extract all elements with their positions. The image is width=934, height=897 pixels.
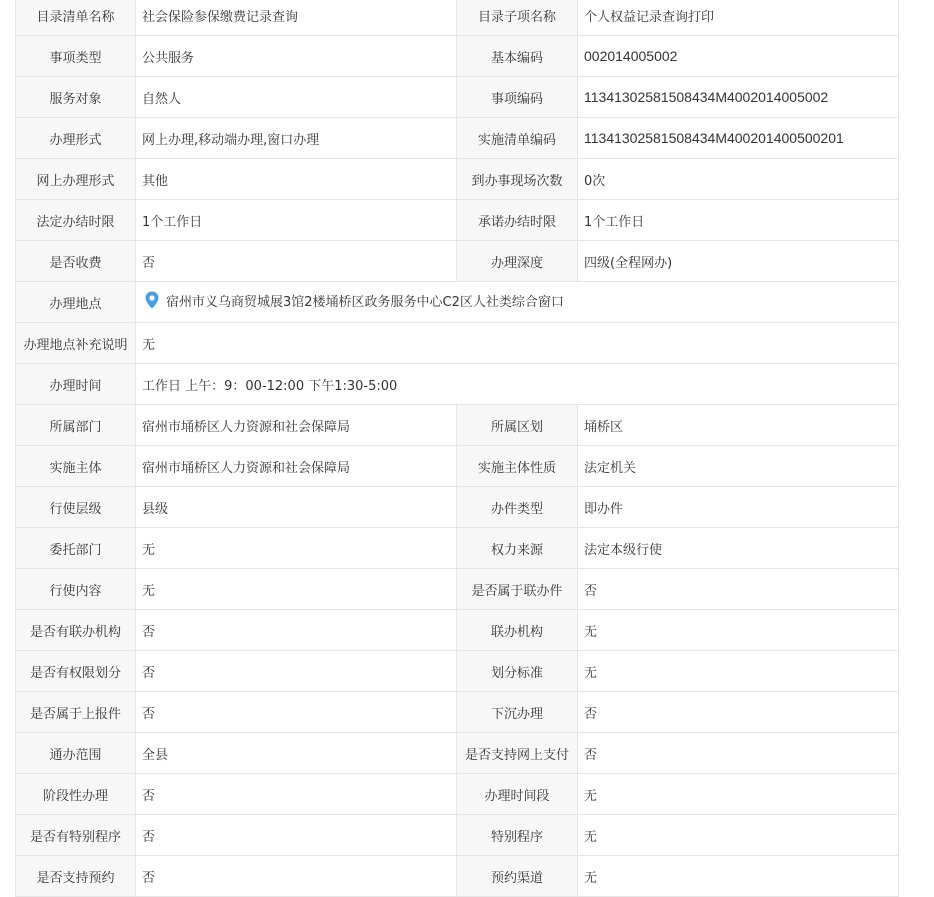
field-label: 事项类型 <box>16 36 136 77</box>
table-row <box>16 77 899 118</box>
field-value: 四级(全程网办) <box>578 241 899 282</box>
field-label: 是否收费 <box>16 241 136 282</box>
table-row <box>16 528 899 569</box>
address-value-cell <box>136 282 899 323</box>
field-value: 否 <box>136 610 457 651</box>
field-label: 是否有特别程序 <box>16 815 136 856</box>
field-value: 自然人 <box>136 77 457 118</box>
field-label: 办理时间 <box>16 364 136 405</box>
field-label: 特别程序 <box>457 815 578 856</box>
field-value: 公共服务 <box>136 36 457 77</box>
table-row <box>16 241 899 282</box>
field-value: 县级 <box>136 487 457 528</box>
field-label: 实施主体性质 <box>457 446 578 487</box>
field-value: 无 <box>578 651 899 692</box>
field-value: 无 <box>578 610 899 651</box>
field-label: 承诺办结时限 <box>457 200 578 241</box>
field-label: 所属区划 <box>457 405 578 446</box>
field-label: 实施清单编码 <box>457 118 578 159</box>
field-value: 否 <box>578 569 899 610</box>
field-label: 基本编码 <box>457 36 578 77</box>
field-label: 是否有权限划分 <box>16 651 136 692</box>
table-row <box>16 405 899 446</box>
table-row <box>16 651 899 692</box>
table-row <box>16 118 899 159</box>
field-value: 无 <box>136 528 457 569</box>
field-label: 划分标准 <box>457 651 578 692</box>
field-label: 到办事现场次数 <box>457 159 578 200</box>
table-row-address <box>16 282 899 323</box>
table-row <box>16 774 899 815</box>
field-value: 002014005002 <box>578 36 899 77</box>
table-row <box>16 487 899 528</box>
field-value: 宿州市埇桥区人力资源和社会保障局 <box>136 446 457 487</box>
field-label: 办理地点 <box>16 282 136 323</box>
field-value: 0次 <box>578 159 899 200</box>
field-label: 是否属于上报件 <box>16 692 136 733</box>
field-label: 下沉办理 <box>457 692 578 733</box>
field-value: 法定本级行使 <box>578 528 899 569</box>
field-label: 委托部门 <box>16 528 136 569</box>
field-label: 权力来源 <box>457 528 578 569</box>
field-label: 是否有联办机构 <box>16 610 136 651</box>
table-row <box>16 364 899 405</box>
field-value: 11341302581508434M400201400500201 <box>578 118 899 159</box>
field-value: 1个工作日 <box>578 200 899 241</box>
field-label: 法定办结时限 <box>16 200 136 241</box>
field-value: 即办件 <box>578 487 899 528</box>
field-value: 否 <box>578 692 899 733</box>
table-row <box>16 692 899 733</box>
field-value: 11341302581508434M4002014005002 <box>578 77 899 118</box>
field-label: 是否支持预约 <box>16 856 136 897</box>
field-value: 法定机关 <box>578 446 899 487</box>
table-row <box>16 569 899 610</box>
field-value: 宿州市埇桥区人力资源和社会保障局 <box>136 405 457 446</box>
field-value: 否 <box>136 241 457 282</box>
field-value: 无 <box>578 815 899 856</box>
field-value: 否 <box>136 774 457 815</box>
address-link[interactable] <box>142 291 564 310</box>
field-label: 办理深度 <box>457 241 578 282</box>
table-row <box>16 446 899 487</box>
field-value: 否 <box>136 651 457 692</box>
field-value: 无 <box>136 569 457 610</box>
field-value: 否 <box>136 692 457 733</box>
field-label: 行使内容 <box>16 569 136 610</box>
field-value: 个人权益记录查询打印 <box>578 0 899 36</box>
field-label: 行使层级 <box>16 487 136 528</box>
field-label: 是否支持网上支付 <box>457 733 578 774</box>
field-label: 联办机构 <box>457 610 578 651</box>
field-label: 目录清单名称 <box>16 0 136 36</box>
table-row <box>16 159 899 200</box>
table-row <box>16 200 899 241</box>
field-label: 阶段性办理 <box>16 774 136 815</box>
table-row <box>16 610 899 651</box>
field-label: 所属部门 <box>16 405 136 446</box>
field-label: 办理时间段 <box>457 774 578 815</box>
field-value: 无 <box>136 323 899 364</box>
field-value: 无 <box>578 856 899 897</box>
table-row <box>16 815 899 856</box>
field-value: 否 <box>136 815 457 856</box>
field-label: 实施主体 <box>16 446 136 487</box>
field-value: 埇桥区 <box>578 405 899 446</box>
field-value: 社会保险参保缴费记录查询 <box>136 0 457 36</box>
table-row <box>16 733 899 774</box>
field-label: 事项编码 <box>457 77 578 118</box>
table-row <box>16 0 899 36</box>
field-label: 办理地点补充说明 <box>16 323 136 364</box>
location-pin-icon <box>144 291 160 309</box>
field-label: 目录子项名称 <box>457 0 578 36</box>
field-label: 办件类型 <box>457 487 578 528</box>
field-label: 服务对象 <box>16 77 136 118</box>
service-item-info-table <box>15 0 898 897</box>
field-value: 网上办理,移动端办理,窗口办理 <box>136 118 457 159</box>
field-label: 办理形式 <box>16 118 136 159</box>
field-value: 其他 <box>136 159 457 200</box>
field-label: 通办范围 <box>16 733 136 774</box>
field-value: 否 <box>578 733 899 774</box>
table-row <box>16 36 899 77</box>
field-value: 1个工作日 <box>136 200 457 241</box>
field-label: 预约渠道 <box>457 856 578 897</box>
field-value: 无 <box>578 774 899 815</box>
field-value: 全县 <box>136 733 457 774</box>
table-row <box>16 323 899 364</box>
field-value: 工作日 上午：9：00-12:00 下午1:30-5:00 <box>136 364 899 405</box>
field-label: 是否属于联办件 <box>457 569 578 610</box>
address-text: 宿州市义乌商贸城展3馆2楼埇桥区政务服务中心C2区人社类综合窗口 <box>166 294 564 310</box>
field-value: 否 <box>136 856 457 897</box>
table-row <box>16 856 899 897</box>
field-label: 网上办理形式 <box>16 159 136 200</box>
